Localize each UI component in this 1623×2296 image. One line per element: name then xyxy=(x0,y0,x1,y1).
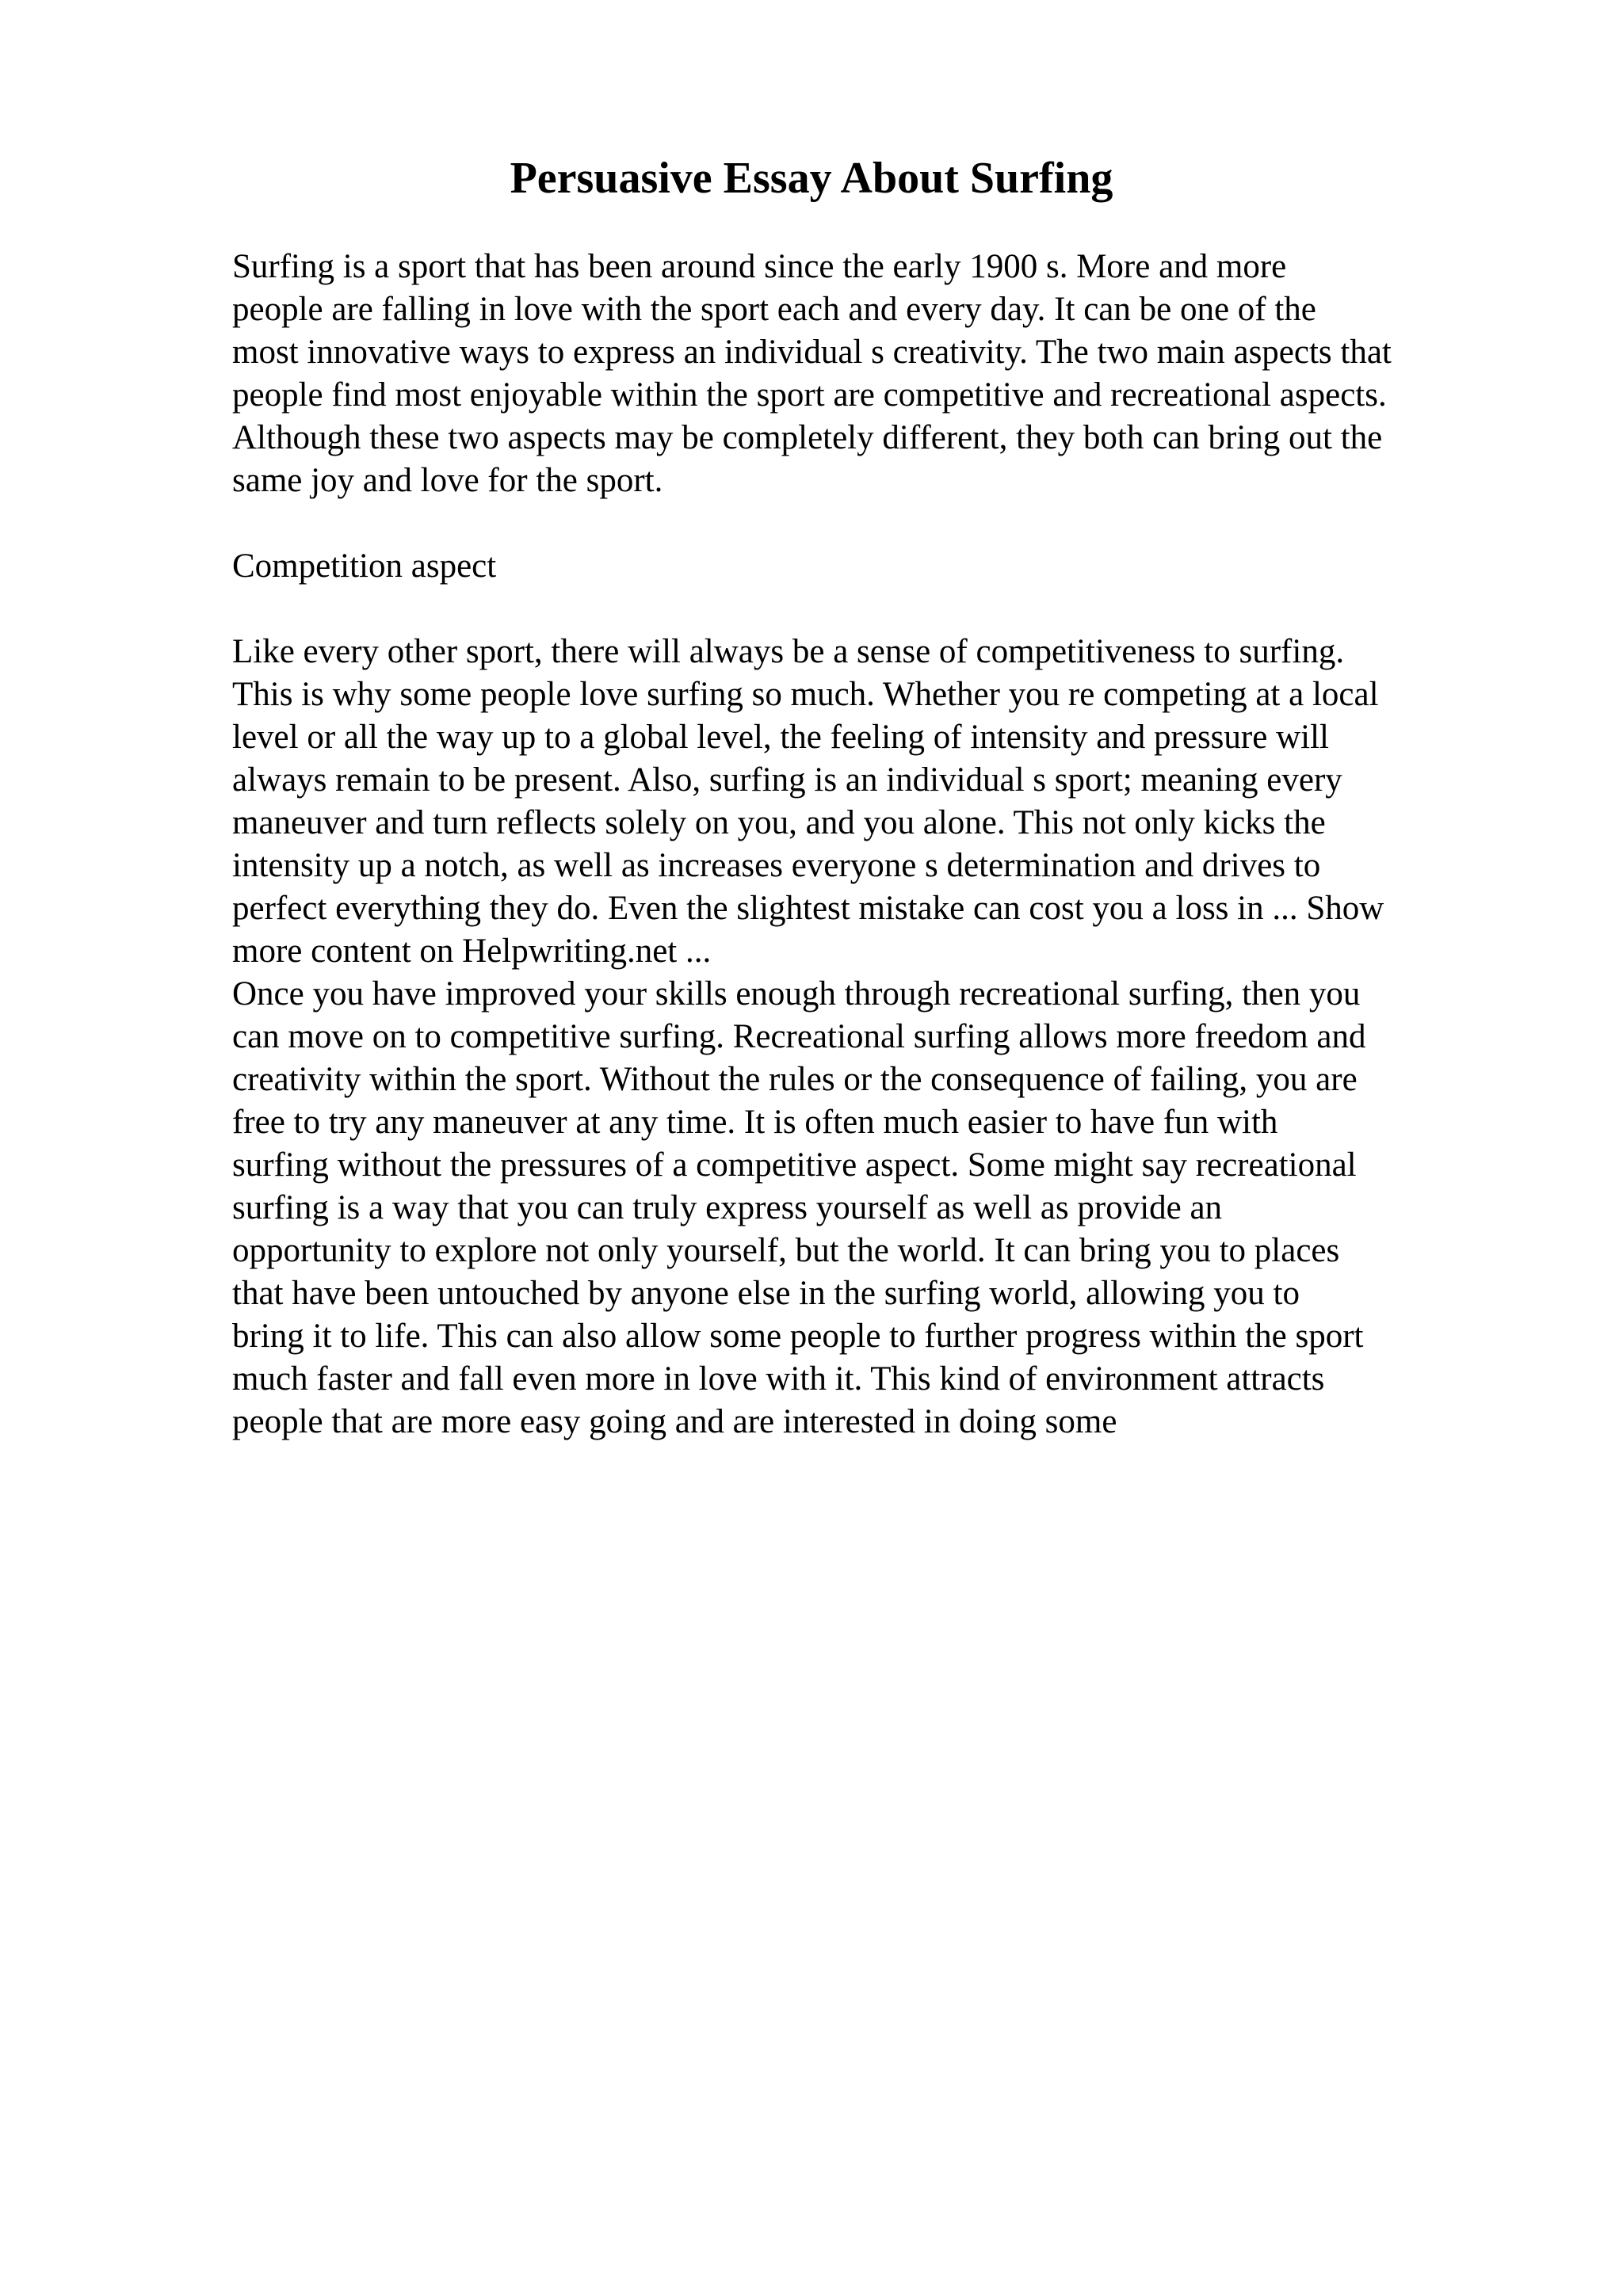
text-line: This is why some people love surfing so much. Whether you re competing at a local xyxy=(232,676,1379,713)
text-line: much faster and fall even more in love with it. This kind of environment attracts xyxy=(232,1360,1325,1398)
text-line: surfing without the pressures of a competitive aspect. Some might say recreational xyxy=(232,1146,1357,1184)
text-line: same joy and love for the sport. xyxy=(232,462,663,499)
text-line: Surfing is a sport that has been around since the early 1900 s. More and more xyxy=(232,248,1287,285)
section-heading: Competition aspect xyxy=(232,547,497,585)
paragraph-recreational xyxy=(232,973,1595,1444)
paragraph-intro xyxy=(232,246,1595,502)
text-line: more content on Helpwriting.net ... xyxy=(232,933,712,970)
text-line: surfing is a way that you can truly express yourself as well as provide an xyxy=(232,1189,1223,1226)
text-line: Although these two aspects may be completely different, they both can bring out the xyxy=(232,419,1383,456)
paragraph-spacer xyxy=(232,588,1595,631)
paragraph-spacer xyxy=(232,502,1595,545)
text-line: intensity up a notch, as well as increases everyone s determination and drives to xyxy=(232,847,1321,884)
text-line: most innovative ways to express an individual s creativity. The two main aspects that xyxy=(232,334,1392,371)
text-line: bring it to life. This can also allow some people to further progress within the sport xyxy=(232,1318,1364,1355)
text-line: perfect everything they do. Even the slightest mistake can cost you a loss in ... Show xyxy=(232,890,1384,927)
text-line: level or all the way up to a global level, the feeling of intensity and pressure will xyxy=(232,719,1329,756)
text-line: that have been untouched by anyone else in the surfing world, allowing you to xyxy=(232,1275,1300,1312)
text-line: maneuver and turn reflects solely on you, and you alone. This not only kicks the xyxy=(232,804,1326,841)
text-line: Like every other sport, there will always be a sense of competitiveness to surfing. xyxy=(232,633,1345,670)
text-line: creativity within the sport. Without the rules or the consequence of failing, you are xyxy=(232,1061,1358,1098)
text-line: people that are more easy going and are interested in doing some xyxy=(232,1403,1117,1440)
paragraph-competition xyxy=(232,631,1595,973)
text-line: free to try any maneuver at any time. It is often much easier to have fun with xyxy=(232,1104,1278,1141)
text-line: always remain to be present. Also, surfing is an individual s sport; meaning every xyxy=(232,761,1342,799)
text-line: opportunity to explore not only yourself, but the world. It can bring you to places xyxy=(232,1232,1340,1269)
text-line: people find most enjoyable within the sport are competitive and recreational aspects. xyxy=(232,376,1387,414)
text-line: people are falling in love with the sport each and every day. It can be one of the xyxy=(232,291,1316,328)
text-line: Once you have improved your skills enough through recreational surfing, then you xyxy=(232,975,1361,1013)
text-line: can move on to competitive surfing. Recreational surfing allows more freedom and xyxy=(232,1018,1366,1055)
document-title: Persuasive Essay About Surfing xyxy=(510,154,1113,203)
document-body xyxy=(232,246,1595,1444)
